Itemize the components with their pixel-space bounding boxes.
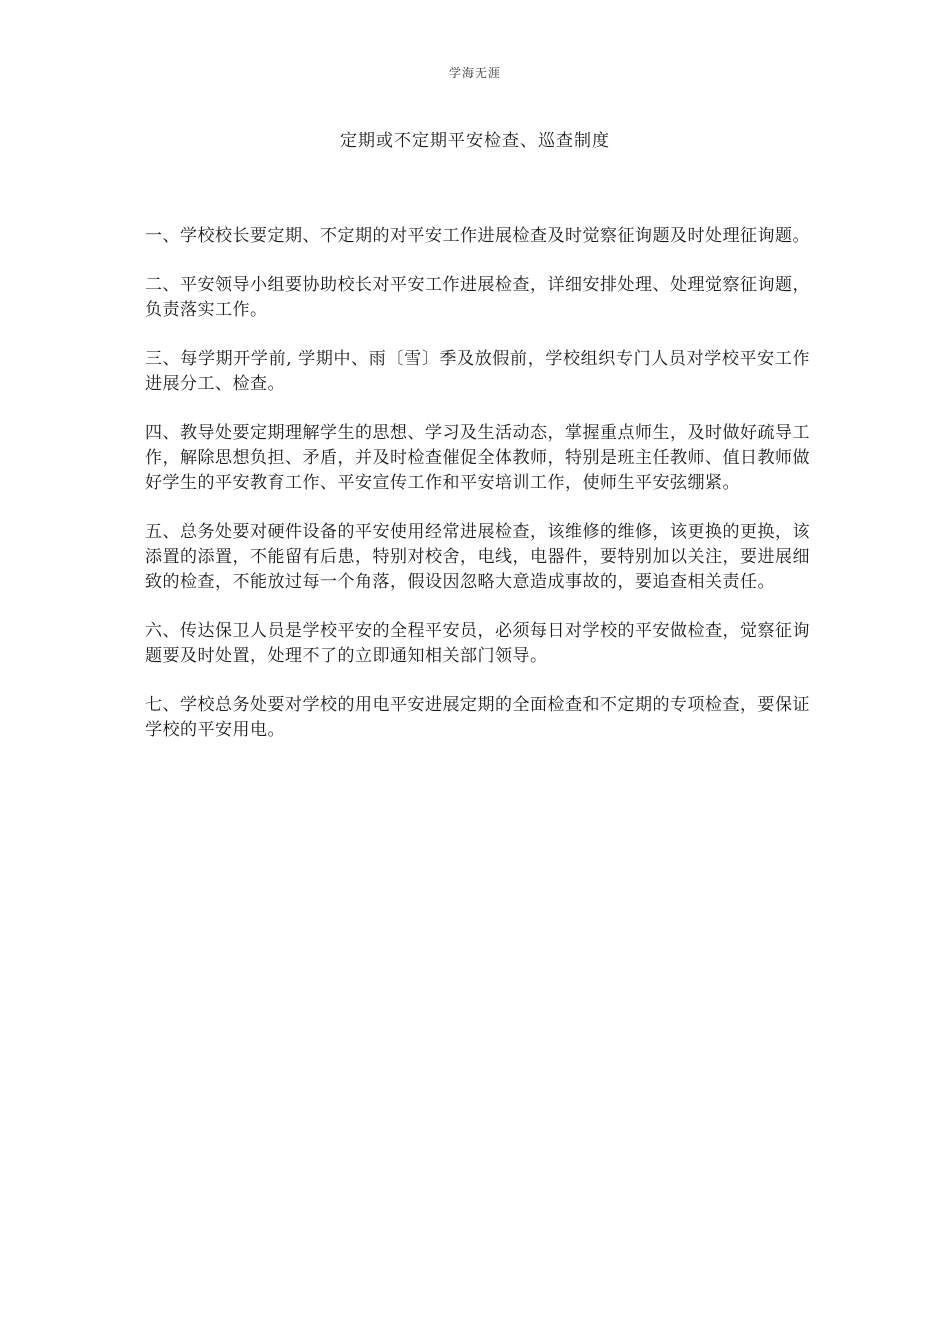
paragraph-5: 五、总务处要对硬件设备的平安使用经常进展检查，该维修的维修，该更换的更换，该添置的添置，不能留有后患，特别对校舍，电线，电器件，要特别加以关注，要进展细致的检查，不能放过每一个角落，假设因忽略大意造成事故的，要追查相关责任。: [145, 522, 810, 592]
document-title: 定期或不定期平安检查、巡查制度: [340, 131, 610, 151]
paragraph-4: 四、教导处要定期理解学生的思想、学习及生活动态，掌握重点师生，及时做好疏导工作，解除思想负担、矛盾，并及时检查催促全体教师，特别是班主任教师、值日教师做好学生的平安教育工作、平安宣传工作和平安培训工作，使师生平安弦绷紧。: [145, 423, 810, 493]
paragraph-6: 六、传达保卫人员是学校平安的全程平安员，必须每日对学校的平安做检查，觉察征询题要及时处置，处理不了的立即通知相关部门领导。: [145, 621, 810, 666]
paragraph-3: 三、每学期开学前, 学期中、雨〔雪〕季及放假前，学校组织专门人员对学校平安工作进展分工、检查。: [145, 349, 810, 394]
paragraph-1: 一、学校校长要定期、不定期的对平安工作进展检查及时觉察征询题及时处理征询题。: [145, 226, 810, 246]
page-header: 学海无涯: [448, 66, 501, 80]
paragraph-7: 七、学校总务处要对学校的用电平安进展定期的全面检查和不定期的专项检查，要保证学校的平安用电。: [145, 695, 810, 740]
document-body: [145, 224, 810, 767]
paragraph-2: 二、平安领导小组要协助校长对平安工作进展检查，详细安排处理、处理觉察征询题，负责落实工作。: [145, 275, 810, 320]
